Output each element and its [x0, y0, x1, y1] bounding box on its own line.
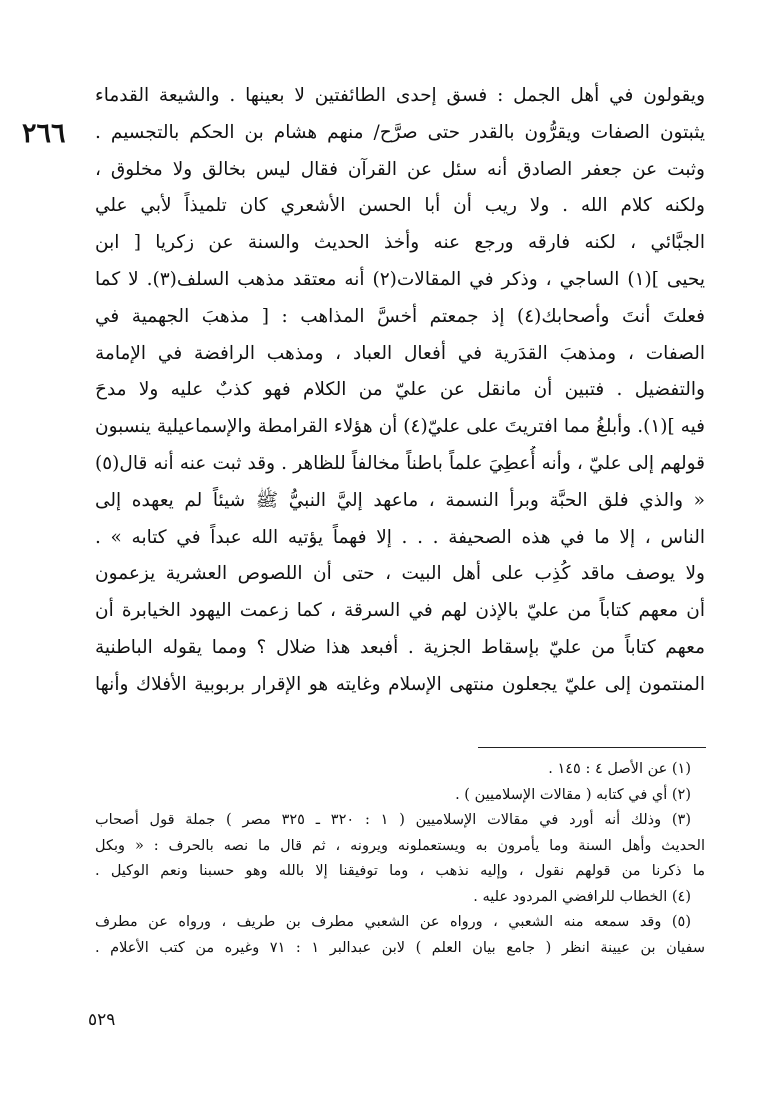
footnote-divider — [478, 747, 706, 748]
footnote-4: (٤) الخطاب للرافضي المردود عليه . — [473, 888, 691, 905]
text-line: فعلتَ أنتَ وأصحابك(٤) إذ جمعتم أخسَّ المذاهب : [ مذهبَ الجهمية في — [95, 305, 705, 327]
text-line: الجبَّائي ، لكنه فارقه ورجع عنه وأخذ الحديث والسنة عن زكريا [ ابن — [95, 232, 705, 254]
text-line: ولكنه كلام الله . ولا ريب أن أبا الحسن الأشعري كان تلميذاً لأبي علي — [95, 195, 705, 217]
footnote-3-cont: ما ذكرنا من قولهم نقول ، وإليه نذهب ، وما توفيقنا إلا بالله وهو حسبنا ونعم الوكيل . — [95, 863, 705, 879]
text-line: الناس ، إلا ما في هذه الصحيفة . . . إلا فهماً يؤتيه الله عبداً في كتابه » . — [95, 526, 705, 548]
footnote-5-cont: سفيان بن عيينة انظر ( جامع بيان العلم ) لابن عبدالبر ١ : ٧١ وغيره من كتب الأعلام . — [95, 939, 705, 956]
footnote-5: (٥) وقد سمعه منه الشعبي ، ورواه عن الشعبي مطرف بن طريف ، ورواه عن مطرف — [95, 914, 691, 930]
text-line: فيه ](١). وأبلغُ مما افتريتَ على عليّ(٤) أن هؤلاء القرامطة والإسماعيلية ينسبون — [95, 416, 705, 438]
text-line: قولهم إلى عليّ ، وأنه أُعطِيَ علماً باطناً مخالفاً للظاهر . وقد ثبت عنه أنه قال(٥) — [95, 452, 705, 474]
text-line: معهم كتاباً من عليّ بإسقاط الجزية . أفبعد هذا ضلال ؟ ومما يقوله الباطنية — [95, 636, 705, 658]
main-text-body — [95, 78, 705, 704]
text-line: وثبت عن جعفر الصادق أنه سئل عن القرآن فقال ليس بخالق ولا مخلوق ، — [95, 158, 705, 180]
text-line: ولا يوصف ماقد كُذِب على أهل البيت ، حتى أن اللصوص العشرية يزعمون — [95, 563, 705, 585]
text-line: أن معهم كتاباً من عليّ بالإذن لهم في السرقة ، كما زعمت اليهود الخيابرة أن — [95, 600, 705, 622]
text-line: والتفضيل . فتبين أن مانقل عن عليّ من الكلام فهو كذبٌ عليه ولا مدحَ — [95, 379, 705, 401]
text-line: يحيى ](١) الساجي ، وذكر في المقالات(٢) أنه معتقد مذهب السلف(٣). لا كما — [95, 268, 705, 290]
text-line: ويقولون في أهل الجمل : فسق إحدى الطائفتين لا بعينها . والشيعة القدماء — [95, 85, 705, 106]
footnotes — [95, 757, 705, 961]
text-line: « والذي فلق الحبَّة وبرأ النسمة ، ماعهد إليَّ النبيُّ ﷺ شيئاً لم يعهده إلى — [95, 489, 705, 511]
text-line: المنتمون إلى عليّ يجعلون منتهى الإسلام وغايته هو الإقرار بربوبية الأفلاك وأنها — [95, 673, 705, 695]
margin-page-number: ٢٦٦ — [22, 118, 66, 149]
footnote-1: (١) عن الأصل ٤ : ١٤٥ . — [548, 761, 691, 777]
text-line: الصفات ، ومذهبَ القدَرية في أفعال العباد ، ومذهب الرافضة في الإمامة — [95, 342, 705, 364]
page-number: ٥٢٩ — [88, 1010, 116, 1030]
footnote-2: (٢) أي في كتابه ( مقالات الإسلاميين ) . — [455, 786, 691, 803]
footnote-3: (٣) وذلك أنه أورد في مقالات الإسلاميين ( ١ : ٣٢٠ ـ ٣٢٥ مصر ) جملة قول أصحاب — [95, 812, 691, 828]
text-line: يثبتون الصفات ويقرُّون بالقدر حتى صرَّح/ منهم هشام بن الحكم بالتجسيم . — [95, 121, 705, 143]
footnote-3-cont: الحديث وأهل السنة وما يأمرون به ويستعملونه ويرونه ، ثم قال ما نصه بالحرف : « وبكل — [95, 837, 705, 854]
